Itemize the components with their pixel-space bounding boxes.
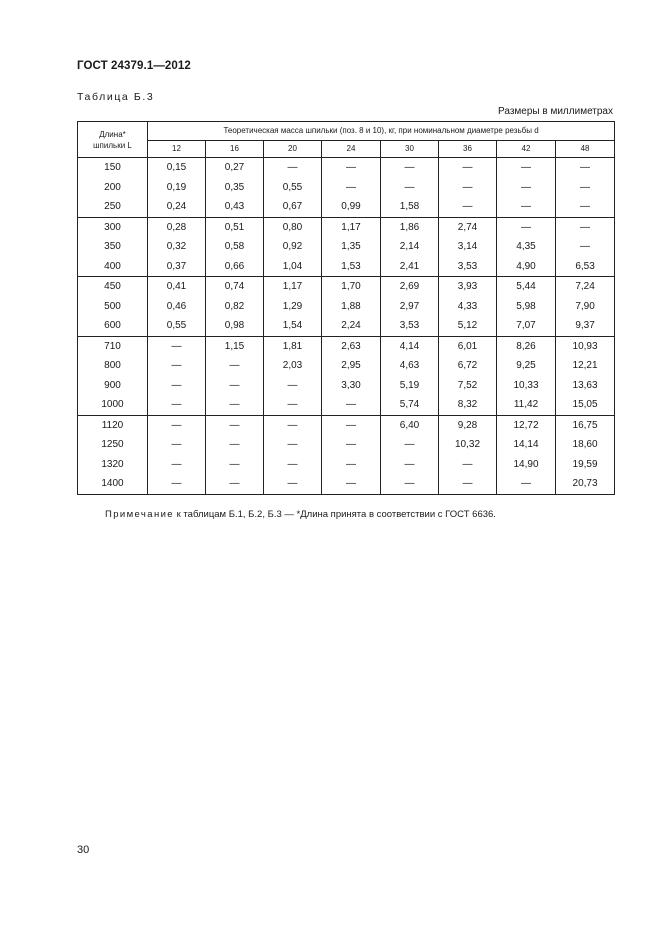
length-cell: 600 xyxy=(78,316,148,336)
mass-cell: — xyxy=(206,435,264,455)
mass-cell: — xyxy=(264,158,322,178)
mass-cell: 0,37 xyxy=(148,257,206,277)
mass-cell: — xyxy=(206,395,264,415)
mass-cell: — xyxy=(264,395,322,415)
mass-cell: 5,19 xyxy=(381,376,439,396)
mass-cell: 1,88 xyxy=(322,297,381,317)
mass-cell: 4,33 xyxy=(439,297,497,317)
length-cell: 300 xyxy=(78,217,148,237)
table-row xyxy=(78,237,615,257)
length-cell: 1320 xyxy=(78,455,148,475)
mass-cell: — xyxy=(497,217,556,237)
mass-cell: 18,60 xyxy=(556,435,615,455)
mass-cell: — xyxy=(381,178,439,198)
mass-cell: 5,98 xyxy=(497,297,556,317)
table-caption: Таблица Б.3 xyxy=(77,91,155,103)
table-row xyxy=(78,197,615,217)
mass-cell: 2,14 xyxy=(381,237,439,257)
mass-cell: — xyxy=(148,415,206,435)
length-header-line-2: шпильки L xyxy=(93,140,132,150)
mass-cell: 0,35 xyxy=(206,178,264,198)
mass-cell: 16,75 xyxy=(556,415,615,435)
mass-cell: — xyxy=(148,356,206,376)
units-note: Размеры в миллиметрах xyxy=(498,106,613,117)
mass-cell: — xyxy=(322,178,381,198)
length-cell: 500 xyxy=(78,297,148,317)
mass-cell: 1,58 xyxy=(381,197,439,217)
length-cell: 1000 xyxy=(78,395,148,415)
mass-cell: — xyxy=(206,415,264,435)
note-label: Примечание xyxy=(105,509,174,520)
length-cell: 900 xyxy=(78,376,148,396)
diameter-header-cell: 36 xyxy=(439,141,497,158)
mass-table xyxy=(77,121,615,495)
mass-cell: 3,30 xyxy=(322,376,381,396)
mass-cell: 11,42 xyxy=(497,395,556,415)
mass-cell: 9,37 xyxy=(556,316,615,336)
table-row xyxy=(78,356,615,376)
mass-cell: — xyxy=(439,178,497,198)
mass-cell: — xyxy=(556,197,615,217)
diameter-header-cell: 24 xyxy=(322,141,381,158)
length-cell: 400 xyxy=(78,257,148,277)
mass-cell: 0,92 xyxy=(264,237,322,257)
diameter-header-cell: 20 xyxy=(264,141,322,158)
mass-cell: 1,86 xyxy=(381,217,439,237)
mass-cell: — xyxy=(264,376,322,396)
mass-cell: 2,95 xyxy=(322,356,381,376)
mass-cell: 4,63 xyxy=(381,356,439,376)
mass-cell: — xyxy=(439,197,497,217)
mass-cell: 20,73 xyxy=(556,474,615,494)
diameter-header-cell: 12 xyxy=(148,141,206,158)
mass-cell: — xyxy=(556,237,615,257)
mass-cell: — xyxy=(322,474,381,494)
mass-cell: — xyxy=(439,158,497,178)
mass-cell: 6,72 xyxy=(439,356,497,376)
mass-cell: 0,80 xyxy=(264,217,322,237)
mass-cell: 0,82 xyxy=(206,297,264,317)
mass-cell: 2,74 xyxy=(439,217,497,237)
mass-cell: 10,93 xyxy=(556,336,615,356)
diameter-header-cell: 30 xyxy=(381,141,439,158)
mass-cell: — xyxy=(322,455,381,475)
mass-cell: 7,24 xyxy=(556,277,615,297)
mass-cell: 0,66 xyxy=(206,257,264,277)
document-title: ГОСТ 24379.1—2012 xyxy=(77,60,191,72)
mass-cell: — xyxy=(206,356,264,376)
mass-cell: — xyxy=(322,415,381,435)
mass-cell: 4,90 xyxy=(497,257,556,277)
mass-cell: — xyxy=(206,474,264,494)
mass-cell: — xyxy=(556,178,615,198)
mass-cell: — xyxy=(264,415,322,435)
table-row xyxy=(78,376,615,396)
mass-cell: 0,74 xyxy=(206,277,264,297)
mass-cell: 1,53 xyxy=(322,257,381,277)
length-cell: 1120 xyxy=(78,415,148,435)
mass-cell: 8,26 xyxy=(497,336,556,356)
mass-cell: 2,97 xyxy=(381,297,439,317)
mass-cell: 0,15 xyxy=(148,158,206,178)
mass-cell: 0,98 xyxy=(206,316,264,336)
length-cell: 150 xyxy=(78,158,148,178)
length-column-header xyxy=(78,122,148,158)
mass-cell: 7,52 xyxy=(439,376,497,396)
mass-cell: — xyxy=(381,474,439,494)
mass-cell: 10,32 xyxy=(439,435,497,455)
table-row xyxy=(78,435,615,455)
mass-cell: 0,58 xyxy=(206,237,264,257)
length-cell: 450 xyxy=(78,277,148,297)
length-header-line-1: Длина* xyxy=(99,129,126,139)
mass-cell: — xyxy=(556,217,615,237)
table-row xyxy=(78,415,615,435)
mass-cell: — xyxy=(148,474,206,494)
mass-cell: — xyxy=(322,158,381,178)
mass-cell: 0,55 xyxy=(264,178,322,198)
mass-cell: — xyxy=(264,455,322,475)
mass-cell: 13,63 xyxy=(556,376,615,396)
mass-cell: 0,43 xyxy=(206,197,264,217)
mass-cell: — xyxy=(264,474,322,494)
mass-cell: 1,15 xyxy=(206,336,264,356)
mass-cell: 10,33 xyxy=(497,376,556,396)
table-row xyxy=(78,316,615,336)
table-row xyxy=(78,217,615,237)
mass-cell: 2,03 xyxy=(264,356,322,376)
mass-cell: 0,46 xyxy=(148,297,206,317)
mass-cell: — xyxy=(497,158,556,178)
mass-cell: 1,54 xyxy=(264,316,322,336)
diameter-header-cell: 48 xyxy=(556,141,615,158)
length-cell: 200 xyxy=(78,178,148,198)
mass-cell: 12,21 xyxy=(556,356,615,376)
mass-cell: — xyxy=(497,197,556,217)
mass-cell: — xyxy=(148,455,206,475)
length-cell: 800 xyxy=(78,356,148,376)
mass-cell: 3,14 xyxy=(439,237,497,257)
mass-cell: — xyxy=(556,158,615,178)
mass-cell: 0,51 xyxy=(206,217,264,237)
diameter-header-cell: 16 xyxy=(206,141,264,158)
page-number: 30 xyxy=(77,844,90,856)
length-cell: 710 xyxy=(78,336,148,356)
mass-cell: 1,29 xyxy=(264,297,322,317)
mass-cell: — xyxy=(497,178,556,198)
table-row xyxy=(78,277,615,297)
mass-cell: 5,44 xyxy=(497,277,556,297)
mass-cell: — xyxy=(148,336,206,356)
mass-cell: 0,41 xyxy=(148,277,206,297)
mass-cell: 0,99 xyxy=(322,197,381,217)
mass-cell: 4,35 xyxy=(497,237,556,257)
table-row xyxy=(78,395,615,415)
mass-cell: — xyxy=(206,455,264,475)
table-header xyxy=(78,122,615,158)
mass-cell: — xyxy=(264,435,322,455)
mass-cell: 2,41 xyxy=(381,257,439,277)
mass-cell: — xyxy=(322,435,381,455)
table-row xyxy=(78,257,615,277)
mass-cell: 7,07 xyxy=(497,316,556,336)
table-row xyxy=(78,474,615,494)
mass-cell: 1,81 xyxy=(264,336,322,356)
mass-cell: 9,28 xyxy=(439,415,497,435)
mass-cell: 14,90 xyxy=(497,455,556,475)
length-cell: 350 xyxy=(78,237,148,257)
mass-cell: 4,14 xyxy=(381,336,439,356)
table-row xyxy=(78,178,615,198)
mass-cell: 2,63 xyxy=(322,336,381,356)
mass-cell: — xyxy=(497,474,556,494)
diameter-header-row xyxy=(78,141,615,158)
diameter-header-cell: 42 xyxy=(497,141,556,158)
mass-cell: 0,28 xyxy=(148,217,206,237)
mass-cell: 12,72 xyxy=(497,415,556,435)
mass-cell: 8,32 xyxy=(439,395,497,415)
mass-cell: 0,19 xyxy=(148,178,206,198)
mass-cell: 6,53 xyxy=(556,257,615,277)
mass-cell: 1,17 xyxy=(264,277,322,297)
mass-cell: 1,70 xyxy=(322,277,381,297)
mass-cell: 19,59 xyxy=(556,455,615,475)
mass-cell: 6,40 xyxy=(381,415,439,435)
table-note xyxy=(105,509,496,520)
mass-cell: 3,53 xyxy=(439,257,497,277)
table-body xyxy=(78,158,615,495)
table-row xyxy=(78,297,615,317)
mass-cell: — xyxy=(148,435,206,455)
table-row xyxy=(78,455,615,475)
mass-cell: 0,67 xyxy=(264,197,322,217)
mass-cell: — xyxy=(439,455,497,475)
mass-cell: 1,35 xyxy=(322,237,381,257)
table-row xyxy=(78,336,615,356)
length-cell: 1250 xyxy=(78,435,148,455)
mass-cell: — xyxy=(381,455,439,475)
mass-cell: — xyxy=(148,376,206,396)
mass-cell: 5,12 xyxy=(439,316,497,336)
mass-column-header: Теоретическая масса шпильки (поз. 8 и 10), кг, при номинальном диаметре резьбы d xyxy=(148,122,615,141)
mass-cell: 6,01 xyxy=(439,336,497,356)
mass-cell: 1,04 xyxy=(264,257,322,277)
mass-cell: 7,90 xyxy=(556,297,615,317)
mass-cell: — xyxy=(148,395,206,415)
mass-cell: 0,55 xyxy=(148,316,206,336)
mass-cell: 1,17 xyxy=(322,217,381,237)
mass-cell: — xyxy=(439,474,497,494)
mass-cell: — xyxy=(322,395,381,415)
mass-cell: 14,14 xyxy=(497,435,556,455)
mass-cell: — xyxy=(381,435,439,455)
mass-cell: 0,27 xyxy=(206,158,264,178)
length-cell: 1400 xyxy=(78,474,148,494)
mass-cell: 0,24 xyxy=(148,197,206,217)
mass-cell: 9,25 xyxy=(497,356,556,376)
note-text: к таблицам Б.1, Б.2, Б.3 — *Длина принята в соответствии с ГОСТ 6636. xyxy=(174,509,496,520)
mass-cell: — xyxy=(381,158,439,178)
mass-cell: 5,74 xyxy=(381,395,439,415)
mass-cell: 0,32 xyxy=(148,237,206,257)
mass-cell: 3,53 xyxy=(381,316,439,336)
table-row xyxy=(78,158,615,178)
mass-cell: 2,24 xyxy=(322,316,381,336)
length-cell: 250 xyxy=(78,197,148,217)
mass-cell: — xyxy=(206,376,264,396)
mass-cell: 3,93 xyxy=(439,277,497,297)
mass-cell: 2,69 xyxy=(381,277,439,297)
mass-cell: 15,05 xyxy=(556,395,615,415)
